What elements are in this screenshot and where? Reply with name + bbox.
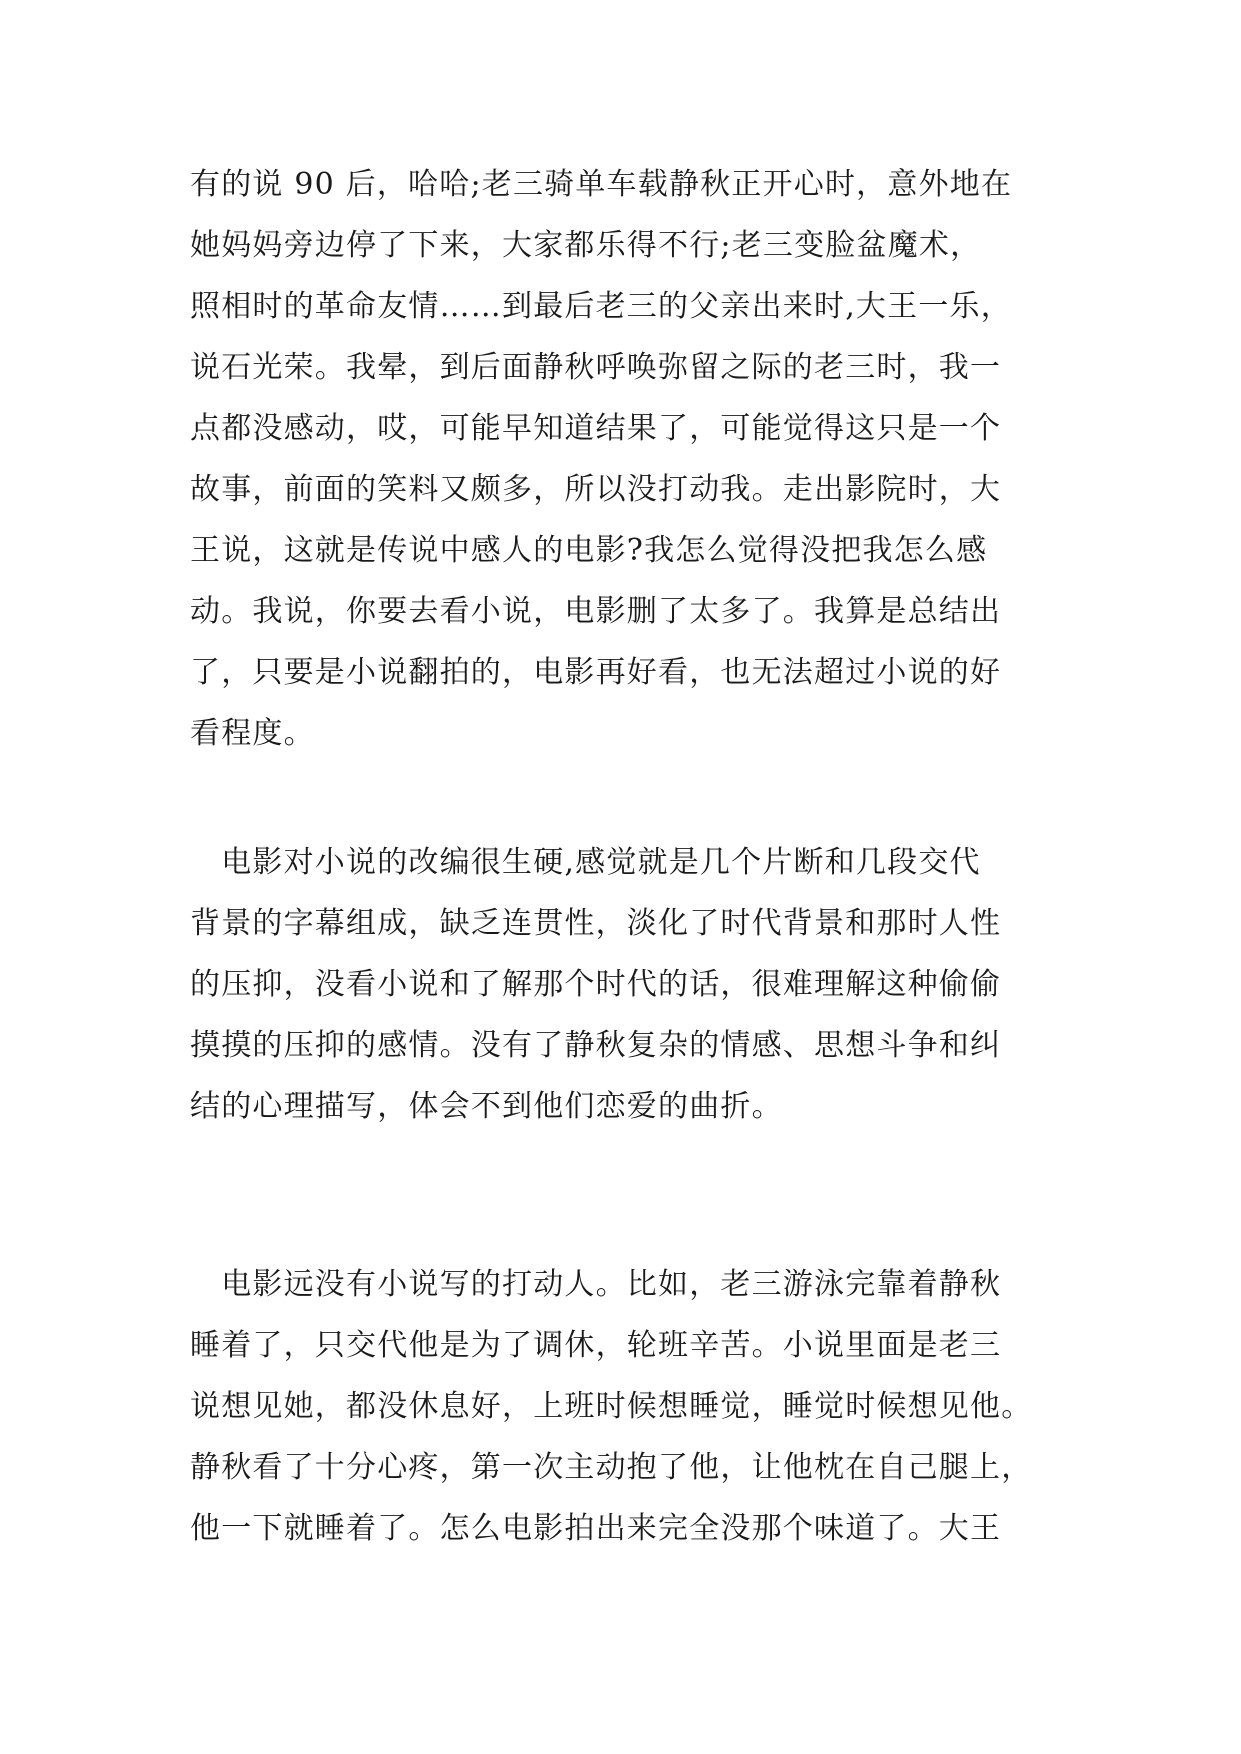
text-line: 摸摸的压抑的感情。没有了静秋复杂的情感、思想斗争和纠 [190, 1028, 1002, 1063]
text-line: 了，只要是小说翻拍的，电影再好看，也无法超过小说的好 [190, 655, 1002, 690]
text-line: 她妈妈旁边停了下来，大家都乐得不行;老三变脸盆魔术， [190, 228, 982, 263]
text-line: 说想见她，都没休息好，上班时候想睡觉，睡觉时候想见他。 [190, 1389, 1033, 1424]
text-line: 点都没感动，哎，可能早知道结果了，可能觉得这只是一个 [190, 411, 1002, 446]
paragraph-3 [190, 1254, 1070, 1559]
text-line: 睡着了，只交代他是为了调休，轮班辛苦。小说里面是老三 [190, 1328, 1002, 1363]
text-line: 有的说 90 后，哈哈;老三骑单车载静秋正开心时，意外地在 [190, 167, 1013, 202]
text-line: 电影远没有小说写的打动人。比如，老三游泳完靠着静秋 [190, 1267, 1002, 1302]
text-line: 的压抑，没看小说和了解那个时代的话，很难理解这种偷偷 [190, 967, 1002, 1002]
text-line: 说石光荣。我晕，到后面静秋呼唤弥留之际的老三时，我一 [190, 350, 1002, 385]
text-line: 王说，这就是传说中感人的电影?我怎么觉得没把我怎么感 [190, 533, 988, 568]
text-line: 电影对小说的改编很生硬,感觉就是几个片断和几段交代 [190, 845, 981, 880]
text-line: 故事，前面的笑料又颇多，所以没打动我。走出影院时，大 [190, 472, 1002, 507]
text-line: 背景的字幕组成，缺乏连贯性，淡化了时代背景和那时人性 [190, 906, 1002, 941]
text-line: 照相时的革命友情……到最后老三的父亲出来时,大王一乐， [190, 289, 1012, 324]
paragraph-2 [190, 832, 1070, 1137]
text-line: 看程度。 [190, 716, 315, 751]
text-line: 动。我说，你要去看小说，电影删了太多了。我算是总结出 [190, 594, 1002, 629]
text-line: 静秋看了十分心疼，第一次主动抱了他，让他枕在自己腿上， [190, 1450, 1033, 1485]
paragraph-1 [190, 154, 1070, 764]
text-line: 结的心理描写，体会不到他们恋爱的曲折。 [190, 1089, 783, 1124]
text-line: 他一下就睡着了。怎么电影拍出来完全没那个味道了。大王 [190, 1511, 1002, 1546]
